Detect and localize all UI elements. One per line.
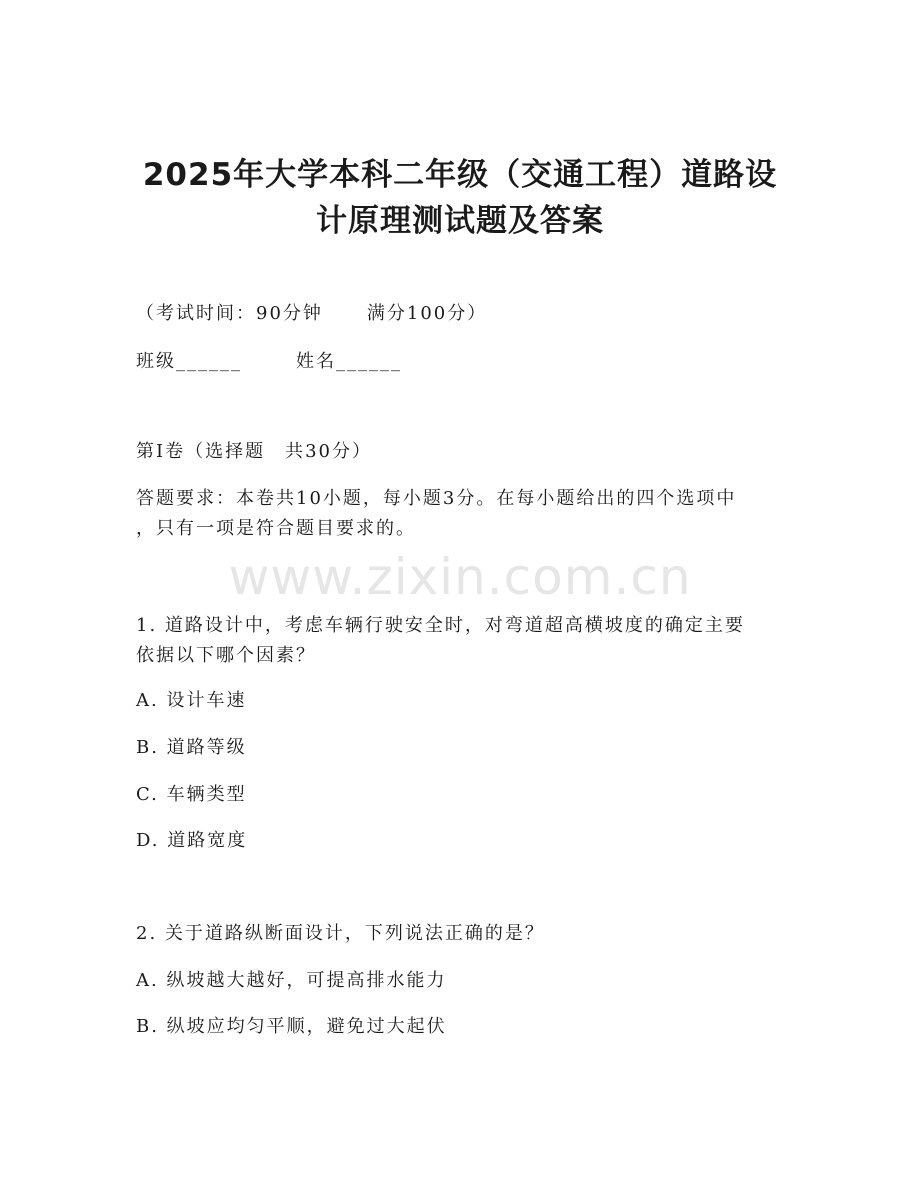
question-1-stem-line-2: 依据以下哪个因素？ [136,645,316,666]
question-1-option-c: C. 车辆类型 [136,784,247,805]
exam-score: 满分100分） [366,303,488,324]
student-info [136,351,402,373]
section-instructions-line-1: 答题要求：本卷共10小题，每小题3分。在每小题给出的四个选项中 [136,488,737,509]
name-field: 姓名______ [296,351,402,372]
question-1-option-a: A. 设计车速 [136,690,247,711]
question-2-option-b: B. 纵坡应均匀平顺，避免过大起伏 [136,1016,447,1037]
section-instructions-line-2: ，只有一项是符合题目要求的。 [136,518,416,539]
title-line-2: 计原理测试题及答案 [316,203,604,240]
question-1-stem-line-1: 1. 道路设计中，考虑车辆行驶安全时，对弯道超高横坡度的确定主要 [136,615,745,636]
question-1-option-d: D. 道路宽度 [136,830,248,851]
exam-time: （考试时间：90分钟 [136,303,323,324]
question-2-stem-line-1: 2. 关于道路纵断面设计，下列说法正确的是？ [136,923,545,944]
question-2-option-a: A. 纵坡越大越好，可提高排水能力 [136,970,447,991]
exam-info [136,303,487,325]
watermark: www.zixin.com.cn [228,548,692,606]
section-heading: 第Ⅰ卷（选择题 共30分） [136,441,373,462]
title-line-1: 2025年大学本科二年级（交通工程）道路设 [142,157,778,193]
question-1-option-b: B. 道路等级 [136,737,247,758]
document-title [100,155,820,242]
class-field: 班级______ [136,351,242,372]
